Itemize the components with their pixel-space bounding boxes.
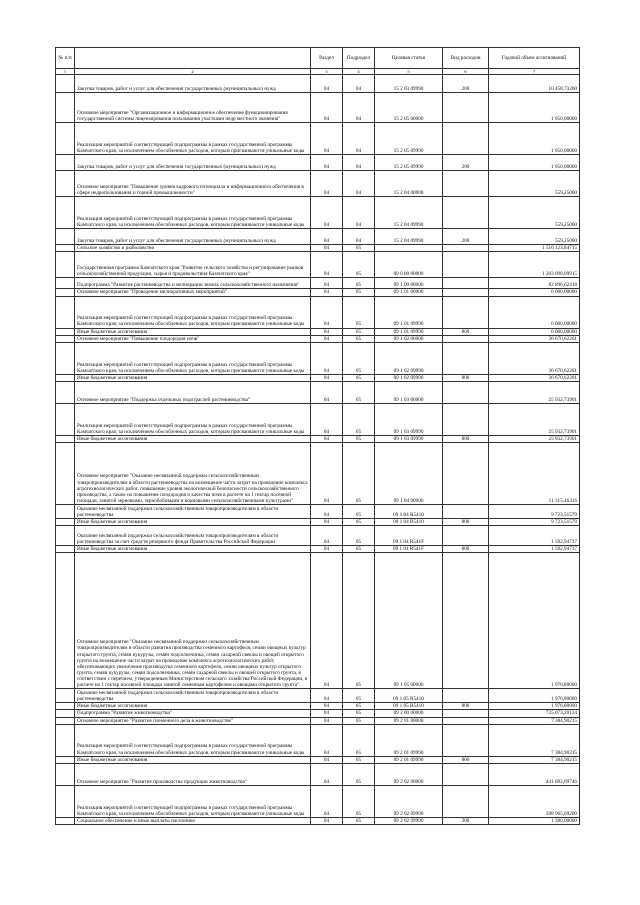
row-expense-cell [443, 296, 489, 328]
colnum-3: 3 [311, 69, 343, 75]
row-subsection-cell: 05 [343, 710, 375, 717]
row-subsection-cell: 05 [343, 335, 375, 342]
row-number-cell [56, 374, 75, 381]
table-row [56, 342, 580, 374]
table-row [56, 252, 580, 278]
row-expense-cell: 800 [443, 756, 489, 763]
row-section-cell: 04 [311, 296, 343, 328]
row-name-cell: Иные бюджетные ассигнования [75, 546, 311, 553]
row-name-cell: Оказание несвязанной поддержки сельскохозяйственным товаропроизводителям в области растениеводства [75, 505, 311, 519]
row-expense-cell [443, 689, 489, 703]
row-section-cell: 04 [311, 75, 343, 93]
row-name-cell: Иные бюджетные ассигнования [75, 703, 311, 710]
row-number-cell [56, 289, 75, 296]
row-name-cell: Государственная программа Камчатского края "Развитие сельского хозяйства и регулирование рынков сельскохозяйственной продукции, сырья и продовольствия Камчатского края" [75, 252, 311, 278]
row-target-cell: 09 1 05 R5410 [375, 689, 443, 703]
row-expense-cell: 800 [443, 435, 489, 442]
row-name-cell: Реализация мероприятий соответствующей подпрограммы в рамках государственной программы Камчатского края, за исключением обособленных расходов, которым присваиваются уникальные коды [75, 123, 311, 155]
row-subsection-cell: 05 [343, 553, 375, 689]
row-expense-cell [443, 403, 489, 435]
row-number-cell [56, 245, 75, 252]
row-subsection-cell: 05 [343, 381, 375, 403]
row-target-cell: 09 2 01 09990 [375, 756, 443, 763]
table-row [56, 756, 580, 763]
row-target-cell: 15 2 05 00000 [375, 93, 443, 123]
row-section-cell: 04 [311, 252, 343, 278]
row-section-cell: 04 [311, 703, 343, 710]
row-target-cell: 15 2 04 09990 [375, 197, 443, 229]
row-subsection-cell: 05 [343, 756, 375, 763]
row-amount-cell: 1 976,80000 [489, 553, 580, 689]
table-row [56, 443, 580, 505]
row-amount-cell: 398 965,69200 [489, 785, 580, 817]
row-number-cell [56, 278, 75, 289]
row-subsection-cell: 05 [343, 252, 375, 278]
row-expense-cell [443, 763, 489, 785]
row-expense-cell: 800 [443, 519, 489, 526]
table-row [56, 526, 580, 546]
col-section-header: Раздел [311, 48, 343, 69]
row-amount-cell: 559,25000 [489, 171, 580, 197]
row-amount-cell: 10 458,73200 [489, 75, 580, 93]
row-expense-cell: 800 [443, 374, 489, 381]
row-name-cell: Основное мероприятие "Развитие производства продукции животноводства" [75, 763, 311, 785]
row-name-cell: Сельское хозяйство и рыболовство [75, 245, 311, 252]
row-expense-cell [443, 785, 489, 817]
row-section-cell: 04 [311, 93, 343, 123]
row-name-cell: Подпрограмма "Развитие растениеводства и мелиорации земель сельскохозяйственного назначения" [75, 278, 311, 289]
row-section-cell: 04 [311, 689, 343, 703]
row-subsection-cell: 05 [343, 724, 375, 756]
row-subsection-cell: 04 [343, 171, 375, 197]
row-target-cell: 09 1 03 09990 [375, 435, 443, 442]
row-target-cell: 09 1 04 R541F [375, 546, 443, 553]
row-amount-cell: 725 073,20124 [489, 710, 580, 717]
table-row [56, 435, 580, 442]
row-name-cell: Реализация мероприятий соответствующей подпрограммы в рамках государственной программы Камчатского края, за исключением обособленных расходов, которым присваиваются уникальные коды [75, 342, 311, 374]
row-amount-cell: 36 670,62201 [489, 342, 580, 374]
row-section-cell: 04 [311, 526, 343, 546]
row-expense-cell: 300 [443, 817, 489, 824]
row-number-cell [56, 785, 75, 817]
row-target-cell: 09 1 04 R5410 [375, 505, 443, 519]
row-number-cell [56, 717, 75, 724]
row-name-cell: Реализация мероприятий соответствующей подпрограммы в рамках государственной программы Камчатского края, за исключением обособленных расходов, которым присваиваются уникальные коды [75, 785, 311, 817]
table-body [56, 75, 580, 825]
table-row [56, 724, 580, 756]
row-section-cell: 04 [311, 381, 343, 403]
row-amount-cell: 1 592,94737 [489, 526, 580, 546]
row-expense-cell [443, 724, 489, 756]
table-row [56, 123, 580, 155]
row-name-cell: Основное мероприятие "Повышение уровня кадрового потенциала и информационного обеспечения в сфере недропользования и горной промышленности" [75, 171, 311, 197]
row-target-cell: 09 1 02 00000 [375, 335, 443, 342]
row-amount-cell: 1 950,00000 [489, 155, 580, 171]
row-amount-cell: 36 670,62201 [489, 374, 580, 381]
colnum-4: 4 [343, 69, 375, 75]
row-amount-cell: 1 950,00000 [489, 123, 580, 155]
row-name-cell: Основное мероприятие "Организационное и информационное обеспечение функционирования государственной системы лицензирования пользования участками недр местного значения" [75, 93, 311, 123]
row-number-cell [56, 817, 75, 824]
table-row [56, 717, 580, 724]
row-section-cell: 04 [311, 289, 343, 296]
row-number-cell [56, 296, 75, 328]
row-number-cell [56, 93, 75, 123]
row-amount-cell: 82 896,62418 [489, 278, 580, 289]
row-target-cell: 09 2 01 09990 [375, 724, 443, 756]
row-section-cell: 04 [311, 435, 343, 442]
row-subsection-cell: 05 [343, 328, 375, 335]
row-section-cell: 04 [311, 155, 343, 171]
row-expense-cell [443, 505, 489, 519]
row-expense-cell [443, 245, 489, 252]
row-number-cell [56, 519, 75, 526]
row-name-cell: Иные бюджетные ассигнования [75, 374, 311, 381]
row-section-cell: 04 [311, 546, 343, 553]
row-number-cell [56, 553, 75, 689]
row-subsection-cell: 05 [343, 278, 375, 289]
row-subsection-cell: 04 [343, 229, 375, 245]
colnum-2: 2 [75, 69, 311, 75]
row-expense-cell [443, 717, 489, 724]
row-amount-cell: 441 692,69746 [489, 763, 580, 785]
row-subsection-cell: 04 [343, 93, 375, 123]
row-section-cell: 04 [311, 374, 343, 381]
row-target-cell: 09 2 00 00000 [375, 710, 443, 717]
row-amount-cell: 1 380,00000 [489, 817, 580, 824]
row-subsection-cell: 05 [343, 403, 375, 435]
row-amount-cell: 559,25000 [489, 197, 580, 229]
table-row [56, 93, 580, 123]
col-target-header: Целевая статья [375, 48, 443, 69]
row-expense-cell: 200 [443, 75, 489, 93]
row-name-cell: Иные бюджетные ассигнования [75, 328, 311, 335]
row-name-cell: Основное мероприятие "Оказание несвязанной поддержки сельскохозяйственным товаропроизводителям в области растениеводства на возмещение части затрат на проведение комплекса агротехнологических работ, повышение уровня экологической безопасности сельскохозяйственного производства, а также на повышение плодородия и качества почв в расчете на 1 гектар посевной площади, занятой зерновыми, зернобобовыми и кормовыми сельскохозяйственными культурами" [75, 443, 311, 505]
row-number-cell [56, 724, 75, 756]
row-number-cell [56, 171, 75, 197]
row-target-cell: 09 1 01 09990 [375, 328, 443, 335]
table-row [56, 296, 580, 328]
row-section-cell: 04 [311, 553, 343, 689]
row-number-cell [56, 335, 75, 342]
table-row [56, 519, 580, 526]
row-subsection-cell: 05 [343, 546, 375, 553]
row-amount-cell: 7 384,90215 [489, 756, 580, 763]
row-expense-cell [443, 443, 489, 505]
table-row [56, 328, 580, 335]
row-subsection-cell: 05 [343, 817, 375, 824]
row-subsection-cell: 05 [343, 505, 375, 519]
row-name-cell: Основное мероприятие "Развитие племенного дела в животноводстве" [75, 717, 311, 724]
row-name-cell: Оказание несвязанной поддержки сельскохозяйственным товаропроизводителям в области растениеводства [75, 689, 311, 703]
row-subsection-cell: 05 [343, 717, 375, 724]
row-expense-cell [443, 171, 489, 197]
row-amount-cell: 6 000,00000 [489, 328, 580, 335]
row-expense-cell [443, 252, 489, 278]
row-expense-cell [443, 553, 489, 689]
row-name-cell: Основное мероприятие "Оказание несвязанной поддержки сельскохозяйственным товаропроизводителям в области развития производства семенного картофеля, семян овощных культур открытого грунта, семян кукурузы, семян подсолнечника, семян сахарной свеклы и овощей открытого грунта на возмещение части затрат на проведение комплекса агротехнологических работ, обеспечивающих увеличение производства семенного картофеля, семян овощных культур открытого грунта, семян кукурузы, семян подсолнечника, семян сахарной свеклы и овощей открытого грунта, в соответствии с перечнем, утвержденным Министерством сельского хозяйства Российской Федерации, в расчете на 1 гектар посевной площади занятой семенным картофелем и овощами открытого грунта" [75, 553, 311, 689]
row-subsection-cell: 05 [343, 296, 375, 328]
row-number-cell [56, 197, 75, 229]
row-target-cell [375, 245, 443, 252]
row-amount-cell: 7 384,90215 [489, 717, 580, 724]
row-number-cell [56, 342, 75, 374]
row-section-cell: 04 [311, 229, 343, 245]
row-amount-cell: 9 723,51579 [489, 519, 580, 526]
row-number-cell [56, 546, 75, 553]
row-target-cell: 09 2 02 09990 [375, 817, 443, 824]
row-expense-cell: 800 [443, 546, 489, 553]
table-row [56, 289, 580, 296]
row-expense-cell [443, 526, 489, 546]
row-name-cell: Иные бюджетные ассигнования [75, 756, 311, 763]
row-amount-cell: 6 000,00000 [489, 289, 580, 296]
row-number-cell [56, 381, 75, 403]
table-row [56, 710, 580, 717]
colnum-5: 5 [375, 69, 443, 75]
row-name-cell: Реализация мероприятий соответствующей подпрограммы в рамках государственной программы Камчатского края, за исключением обособленных расходов, которым присваиваются уникальные коды [75, 403, 311, 435]
row-expense-cell: 200 [443, 229, 489, 245]
table-row [56, 278, 580, 289]
table-row [56, 374, 580, 381]
row-name-cell: Основное мероприятие "Проведение мелиоративных мероприятий" [75, 289, 311, 296]
row-amount-cell: 25 932,73901 [489, 381, 580, 403]
row-name-cell: Оказание несвязанной поддержки сельскохозяйственным товаропроизводителям в области растениеводства за счет средств резервного фонда Правительства Российской Федерации [75, 526, 311, 546]
row-name-cell: Реализация мероприятий соответствующей подпрограммы в рамках государственной программы Камчатского края, за исключением обособленных расходов, которым присваиваются уникальные коды [75, 724, 311, 756]
colnum-7: 7 [489, 69, 580, 75]
row-subsection-cell: 04 [343, 75, 375, 93]
row-section-cell: 04 [311, 335, 343, 342]
table-row [56, 505, 580, 519]
row-name-cell: Иные бюджетные ассигнования [75, 519, 311, 526]
row-section-cell: 04 [311, 328, 343, 335]
colnum-1: 1 [56, 69, 75, 75]
row-target-cell: 09 1 05 R5410 [375, 703, 443, 710]
row-target-cell: 15 2 04 09990 [375, 229, 443, 245]
row-number-cell [56, 710, 75, 717]
row-name-cell: Реализация мероприятий соответствующей подпрограммы в рамках государственной программы Камчатского края, за исключением обособленных расходов, которым присваиваются уникальные коды [75, 197, 311, 229]
table-row [56, 245, 580, 252]
table-row [56, 817, 580, 824]
row-subsection-cell: 05 [343, 763, 375, 785]
row-target-cell: 09 2 01 00000 [375, 717, 443, 724]
row-number-cell [56, 155, 75, 171]
row-target-cell: 09 1 01 00000 [375, 289, 443, 296]
row-name-cell: Закупка товаров, работ и услуг для обеспечения государственных (муниципальных) нужд [75, 155, 311, 171]
row-target-cell: 09 2 02 09990 [375, 785, 443, 817]
row-section-cell: 04 [311, 171, 343, 197]
row-amount-cell: 1 592,94737 [489, 546, 580, 553]
row-section-cell: 04 [311, 123, 343, 155]
col-number-header: № п/п [56, 48, 75, 69]
row-amount-cell: 7 384,90215 [489, 724, 580, 756]
table-row [56, 75, 580, 93]
row-amount-cell: 25 932,73901 [489, 403, 580, 435]
row-name-cell: Основное мероприятие "Поддержка отдельных подотраслей растениеводства" [75, 381, 311, 403]
row-amount-cell: 11 315,46316 [489, 443, 580, 505]
row-section-cell: 04 [311, 785, 343, 817]
row-subsection-cell: 05 [343, 526, 375, 546]
row-number-cell [56, 435, 75, 442]
row-number-cell [56, 443, 75, 505]
row-number-cell [56, 229, 75, 245]
row-subsection-cell: 04 [343, 155, 375, 171]
row-name-cell: Социальное обеспечение и иные выплаты населению [75, 817, 311, 824]
row-target-cell: 09 2 02 00000 [375, 763, 443, 785]
row-amount-cell: 1 203 098,09915 [489, 252, 580, 278]
row-subsection-cell: 05 [343, 519, 375, 526]
row-expense-cell [443, 278, 489, 289]
row-section-cell: 04 [311, 505, 343, 519]
table-row [56, 403, 580, 435]
colnum-6: 6 [443, 69, 489, 75]
row-section-cell: 04 [311, 245, 343, 252]
table-row [56, 171, 580, 197]
row-target-cell: 09 1 03 09990 [375, 403, 443, 435]
row-amount-cell: 25 932,73901 [489, 435, 580, 442]
row-subsection-cell: 05 [343, 342, 375, 374]
table-row [56, 335, 580, 342]
row-section-cell: 04 [311, 763, 343, 785]
table-row [56, 763, 580, 785]
row-number-cell [56, 756, 75, 763]
row-name-cell: Закупка товаров, работ и услуг для обеспечения государственных (муниципальных) нужд [75, 75, 311, 93]
row-amount-cell: 1 976,80000 [489, 703, 580, 710]
row-name-cell: Закупка товаров, работ и услуг для обеспечения государственных (муниципальных) нужд [75, 229, 311, 245]
col-amount-header: Годовой объем ассигнований [489, 48, 580, 69]
row-section-cell: 04 [311, 817, 343, 824]
row-amount-cell: 1 950,00000 [489, 93, 580, 123]
header-row [56, 48, 580, 69]
row-expense-cell [443, 123, 489, 155]
row-subsection-cell: 05 [343, 289, 375, 296]
row-subsection-cell: 05 [343, 245, 375, 252]
row-name-cell: Подпрограмма "Развитие животноводства" [75, 710, 311, 717]
row-target-cell: 15 2 05 09990 [375, 155, 443, 171]
row-expense-cell [443, 710, 489, 717]
row-number-cell [56, 328, 75, 335]
row-subsection-cell: 05 [343, 703, 375, 710]
row-target-cell: 09 1 04 R541F [375, 526, 443, 546]
row-amount-cell: 9 723,51579 [489, 505, 580, 519]
col-expense-header: Вид расходов [443, 48, 489, 69]
row-target-cell: 09 1 05 00000 [375, 553, 443, 689]
row-expense-cell [443, 93, 489, 123]
table-row [56, 703, 580, 710]
row-section-cell: 04 [311, 197, 343, 229]
row-section-cell: 04 [311, 403, 343, 435]
row-target-cell: 15 2 05 09990 [375, 123, 443, 155]
row-expense-cell: 800 [443, 328, 489, 335]
row-subsection-cell: 05 [343, 435, 375, 442]
row-subsection-cell: 05 [343, 689, 375, 703]
col-name-header [75, 48, 311, 69]
row-amount-cell: 36 670,62201 [489, 335, 580, 342]
row-section-cell: 04 [311, 443, 343, 505]
row-target-cell: 15 2 03 09990 [375, 75, 443, 93]
table-row [56, 381, 580, 403]
row-expense-cell [443, 381, 489, 403]
row-expense-cell [443, 335, 489, 342]
row-target-cell: 09 1 00 00000 [375, 278, 443, 289]
row-target-cell: 09 1 02 09990 [375, 374, 443, 381]
col-subsection-header: Подраздел [343, 48, 375, 69]
row-number-cell [56, 505, 75, 519]
table-row [56, 553, 580, 689]
row-name-cell: Основное мероприятие "Повышение плодородия почв" [75, 335, 311, 342]
row-target-cell: 15 2 04 00000 [375, 171, 443, 197]
row-expense-cell: 200 [443, 155, 489, 171]
row-target-cell: 09 1 01 09990 [375, 296, 443, 328]
row-amount-cell: 6 000,00000 [489, 296, 580, 328]
table-row [56, 229, 580, 245]
row-name-cell: Иные бюджетные ассигнования [75, 435, 311, 442]
table-row [56, 197, 580, 229]
row-number-cell [56, 763, 75, 785]
row-number-cell [56, 403, 75, 435]
budget-table [55, 47, 580, 825]
table-row [56, 785, 580, 817]
row-expense-cell: 800 [443, 703, 489, 710]
row-expense-cell [443, 342, 489, 374]
row-section-cell: 04 [311, 724, 343, 756]
row-expense-cell [443, 289, 489, 296]
row-target-cell: 09 0 00 00000 [375, 252, 443, 278]
row-section-cell: 04 [311, 519, 343, 526]
row-target-cell: 09 1 04 00000 [375, 443, 443, 505]
row-number-cell [56, 689, 75, 703]
row-subsection-cell: 05 [343, 443, 375, 505]
row-expense-cell [443, 197, 489, 229]
row-section-cell: 04 [311, 717, 343, 724]
row-target-cell: 09 1 02 09990 [375, 342, 443, 374]
row-number-cell [56, 526, 75, 546]
row-number-cell [56, 75, 75, 93]
table-row [56, 689, 580, 703]
row-amount-cell: 1 976,80000 [489, 689, 580, 703]
table-row [56, 546, 580, 553]
row-number-cell [56, 252, 75, 278]
row-subsection-cell: 04 [343, 123, 375, 155]
row-subsection-cell: 05 [343, 374, 375, 381]
row-subsection-cell: 05 [343, 785, 375, 817]
row-section-cell: 04 [311, 342, 343, 374]
row-amount-cell: 1 516 123,84715 [489, 245, 580, 252]
row-section-cell: 04 [311, 710, 343, 717]
table-row [56, 155, 580, 171]
row-target-cell: 09 1 03 00000 [375, 381, 443, 403]
row-number-cell [56, 703, 75, 710]
row-number-cell [56, 123, 75, 155]
row-amount-cell: 559,25000 [489, 229, 580, 245]
row-section-cell: 04 [311, 756, 343, 763]
row-subsection-cell: 04 [343, 197, 375, 229]
row-target-cell: 09 1 04 R5410 [375, 519, 443, 526]
row-section-cell: 04 [311, 278, 343, 289]
row-name-cell: Реализация мероприятий соответствующей подпрограммы в рамках государственной программы Камчатского края, за исключением обособленных расходов, которым присваиваются уникальные коды [75, 296, 311, 328]
